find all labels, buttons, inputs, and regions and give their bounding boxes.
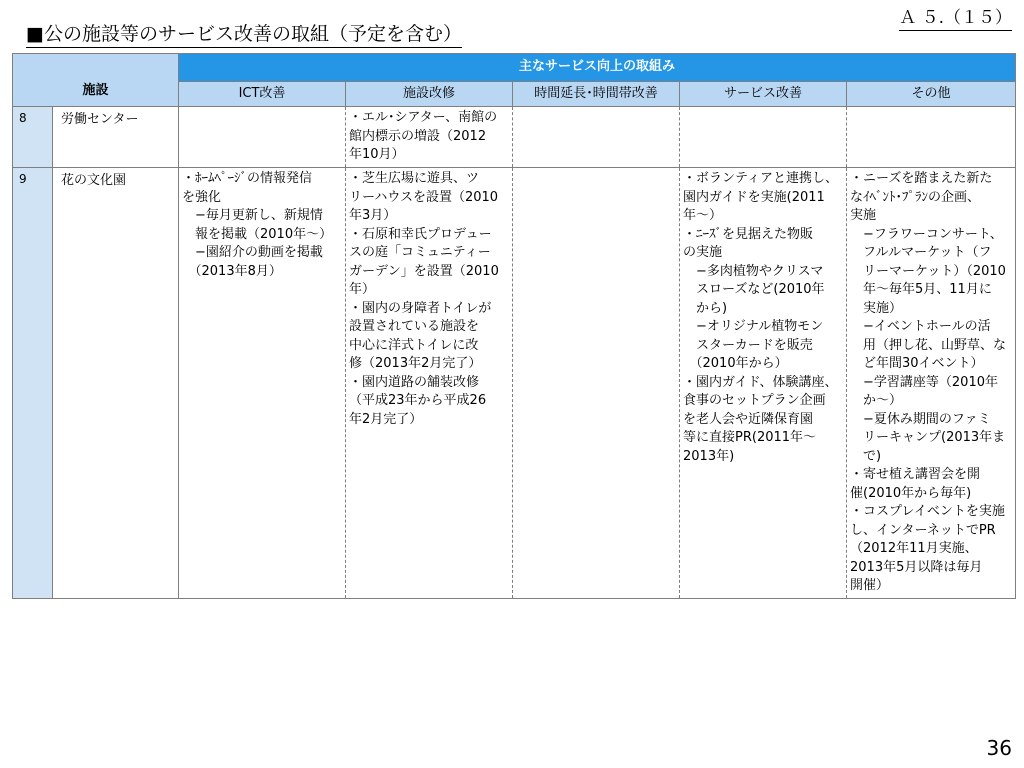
cell-line: ・ﾎｰﾑﾍﾟｰｼﾞの情報発信 bbox=[182, 171, 313, 186]
cell-line: ・園内ガイド、体験講座、 bbox=[683, 374, 838, 390]
facility-name: 花の文化園 bbox=[53, 168, 179, 599]
cell-line: の実施 bbox=[683, 245, 723, 260]
facility-name: 労働センター bbox=[53, 107, 179, 168]
cell-line: 等に直接PR(2011年～ bbox=[683, 430, 817, 445]
cell-line: 年～） bbox=[683, 208, 723, 223]
cell-line: −夏休み期間のファミ bbox=[850, 411, 991, 427]
cell-line: ・芝生広場に遊具、ツ bbox=[349, 171, 480, 186]
cell-line: −オリジナル植物モン bbox=[683, 319, 824, 334]
cell-line: −フラワーコンサート、 bbox=[850, 226, 1003, 242]
cell-line: −園紹介の動画を掲載 bbox=[182, 245, 323, 260]
column-header-facility-renovation: 施設改修 bbox=[346, 82, 513, 107]
column-header-service: サービス改善 bbox=[680, 82, 847, 107]
header-row-group bbox=[13, 54, 1016, 82]
cell-line: 用（押し花、山野草、な bbox=[850, 337, 1007, 353]
cell-line: 園内ガイドを実施(2011 bbox=[683, 189, 825, 205]
cell-line: （2010年から） bbox=[683, 356, 788, 371]
column-header-other: その他 bbox=[847, 82, 1016, 107]
cell-line: 報を掲載（2010年～） bbox=[182, 226, 333, 242]
cell-line: 2013年) bbox=[683, 448, 735, 464]
cell-ict bbox=[179, 168, 346, 599]
cell-other bbox=[847, 168, 1016, 599]
cell-service bbox=[680, 107, 847, 168]
cell-line: し、インターネットでPR bbox=[850, 522, 996, 538]
cell-line: 2013年5月以降は毎月 bbox=[850, 559, 983, 575]
table-row bbox=[13, 168, 1016, 599]
cell-service bbox=[680, 168, 847, 599]
cell-line: リーマーケット）（2010 bbox=[850, 263, 1006, 279]
table-row bbox=[13, 107, 1016, 168]
cell-line: −多肉植物やクリスマ bbox=[683, 263, 824, 279]
cell-line: ど年間30イベント） bbox=[850, 356, 984, 371]
cell-line: 中心に洋式トイレに改 bbox=[349, 337, 479, 353]
cell-line: 館内標示の増設（2012 bbox=[349, 128, 487, 144]
cell-line: スの庭「コミュニティー bbox=[349, 245, 491, 260]
cell-line: 年3月） bbox=[349, 208, 397, 223]
facility-header: 施設 bbox=[13, 54, 179, 107]
cell-line: −学習講座等（2010年 bbox=[850, 374, 998, 390]
cell-line: ・コスプレイベントを実施 bbox=[850, 504, 1005, 519]
cell-line: で) bbox=[850, 448, 882, 464]
cell-line: 年） bbox=[349, 282, 376, 297]
row-number: 9 bbox=[13, 168, 53, 599]
cell-hours bbox=[513, 107, 680, 168]
cell-line: 修（2013年2月完了） bbox=[349, 356, 482, 371]
service-group-header: 主なサービス向上の取組み bbox=[179, 54, 1016, 82]
cell-hours bbox=[513, 168, 680, 599]
cell-line: リーハウスを設置（2010 bbox=[349, 189, 499, 205]
cell-line: フルルマーケット（フ bbox=[850, 245, 992, 260]
cell-line: 年～毎年5月、11月に bbox=[850, 282, 992, 297]
cell-line: 年2月完了） bbox=[349, 411, 423, 427]
cell-line: （2013年8月） bbox=[182, 263, 282, 279]
page-title: ■公の施設等のサービス改善の取組（予定を含む） bbox=[26, 22, 462, 48]
cell-line: ・エル･シアター、南館の bbox=[349, 110, 498, 125]
cell-line: ・園内道路の舗装改修 bbox=[349, 374, 480, 390]
cell-line: 催(2010年から毎年) bbox=[850, 485, 972, 501]
cell-ict bbox=[179, 107, 346, 168]
page-number: 36 bbox=[986, 736, 1012, 760]
cell-other bbox=[847, 107, 1016, 168]
cell-line: を老人会や近隣保育園 bbox=[683, 411, 814, 427]
cell-line: ・園内の身障者トイレが bbox=[349, 300, 492, 316]
cell-line: ・石原和幸氏プロデュー bbox=[349, 226, 492, 242]
column-header-ict: ICT改善 bbox=[179, 82, 346, 107]
cell-line: ・ニーズを踏まえた新た bbox=[850, 171, 993, 186]
cell-line: 実施） bbox=[850, 300, 903, 316]
cell-line: か～） bbox=[850, 393, 903, 408]
cell-line: −毎月更新し、新規情 bbox=[182, 208, 323, 223]
cell-line: ・ボランティアと連携し、 bbox=[683, 171, 838, 186]
cell-facility-renovation bbox=[346, 107, 513, 168]
cell-line: を強化 bbox=[182, 189, 222, 205]
cell-line: ・ﾆｰｽﾞを見据えた物販 bbox=[683, 226, 814, 242]
cell-line: （2012年11月実施、 bbox=[850, 541, 978, 556]
cell-line: （平成23年から平成26 bbox=[349, 393, 487, 408]
cell-line: ・寄せ植え講習会を開 bbox=[850, 467, 981, 482]
cell-line: から) bbox=[683, 300, 728, 316]
service-improvement-table bbox=[12, 53, 1016, 599]
cell-line: リーキャンプ(2013年ま bbox=[850, 430, 1006, 445]
cell-line: −イベントホールの活 bbox=[850, 319, 991, 334]
cell-line: 設置されている施設を bbox=[349, 319, 480, 334]
row-number: 8 bbox=[13, 107, 53, 168]
column-header-hours: 時間延長･時間帯改善 bbox=[513, 82, 680, 107]
cell-line: スローズなど(2010年 bbox=[683, 282, 825, 297]
page-reference: Ａ ５.（１５） bbox=[899, 6, 1012, 31]
cell-line: スターカードを販売 bbox=[683, 337, 813, 353]
cell-facility-renovation bbox=[346, 168, 513, 599]
cell-line: ガーデン」を設置（2010 bbox=[349, 263, 499, 279]
cell-line: なｲﾍﾞﾝﾄ･ﾌﾟﾗﾝの企画、 bbox=[850, 189, 981, 205]
cell-line: 食事のセットプラン企画 bbox=[683, 393, 826, 408]
cell-line: 開催） bbox=[850, 578, 890, 593]
cell-line: 年10月） bbox=[349, 147, 405, 162]
cell-line: 実施 bbox=[850, 208, 877, 223]
